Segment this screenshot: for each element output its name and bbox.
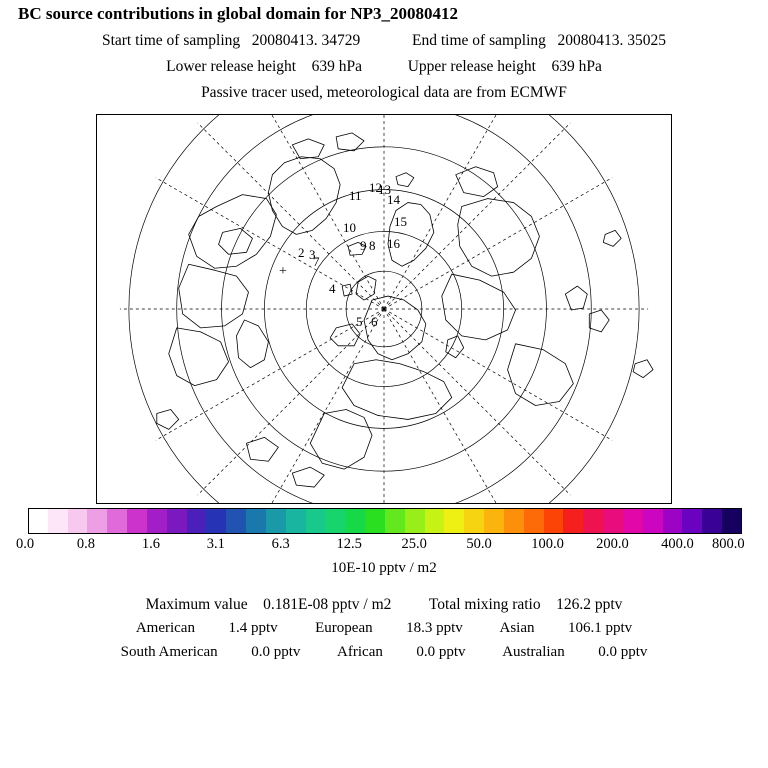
total-mixing-ratio-label: Total mixing ratio <box>428 596 541 613</box>
colorbar-segment <box>583 508 603 534</box>
map-point-label: 2 <box>298 245 305 260</box>
colorbar-segment <box>444 508 464 534</box>
colorbar-segment <box>722 508 742 534</box>
map-point-label: 10 <box>343 220 356 235</box>
maximum-value-label: Maximum value <box>145 596 248 613</box>
colorbar-tick: 200.0 <box>596 536 629 552</box>
colorbar-segment <box>48 508 68 534</box>
end-time-label: End time of sampling <box>412 32 546 49</box>
colorbar-segment <box>325 508 345 534</box>
colorbar-segment <box>623 508 643 534</box>
colorbar-segment <box>286 508 306 534</box>
map-point-label: 6 <box>371 314 378 329</box>
map-point-label: 11 <box>349 188 362 203</box>
colorbar-segment <box>702 508 722 534</box>
colorbar-segment <box>682 508 702 534</box>
region-label-south-american: South American <box>120 644 218 660</box>
colorbar-segment <box>87 508 107 534</box>
colorbar-segment <box>643 508 663 534</box>
map-point-label: 16 <box>387 236 400 251</box>
colorbar-segment <box>405 508 425 534</box>
upper-release-height-value: 639 hPa <box>551 58 602 75</box>
stats-line-max-total <box>0 596 768 614</box>
release-point-marker: + <box>279 264 287 279</box>
region-value-asian: 106.1 pptv <box>567 620 633 636</box>
colorbar-segment <box>306 508 326 534</box>
colorbar-segment <box>246 508 266 534</box>
colorbar-segment <box>484 508 504 534</box>
lower-release-height-label: Lower release height <box>166 58 297 75</box>
colorbar-segment <box>663 508 683 534</box>
colorbar-segment <box>524 508 544 534</box>
map-point-label: 15 <box>394 214 407 229</box>
colorbar-segment <box>464 508 484 534</box>
colorbar-segment <box>266 508 286 534</box>
colorbar-segment <box>127 508 147 534</box>
colorbar-tick: 50.0 <box>466 536 492 552</box>
colorbar-segment <box>365 508 385 534</box>
region-label-australian: Australian <box>502 644 565 660</box>
region-label-american: American <box>135 620 195 636</box>
map-panel[interactable] <box>96 114 672 504</box>
total-mixing-ratio-value: 126.2 pptv <box>556 596 623 613</box>
colorbar-tick: 100.0 <box>531 536 564 552</box>
start-time-label: Start time of sampling <box>101 32 241 49</box>
region-value-african: 0.0 pptv <box>416 644 466 660</box>
upper-release-height-label: Upper release height <box>407 58 536 75</box>
region-value-american: 1.4 pptv <box>228 620 278 636</box>
colorbar-tick: 6.3 <box>271 536 290 552</box>
stats-line-regions-2 <box>0 644 768 661</box>
colorbar-tick: 0.8 <box>76 536 96 552</box>
map-point-label: 13 <box>378 182 391 197</box>
colorbar-segment <box>147 508 167 534</box>
map-projection <box>97 115 671 503</box>
sampling-time-line <box>0 32 768 50</box>
start-time-value: 20080413. 34729 <box>251 32 361 49</box>
colorbar-segment <box>206 508 226 534</box>
map-point-label: 7 <box>313 254 320 269</box>
colorbar-tick: 0.0 <box>16 536 35 552</box>
colorbar-segment <box>425 508 445 534</box>
colorbar-segment <box>504 508 524 534</box>
colorbar-segment <box>563 508 583 534</box>
colorbar-tick: 3.1 <box>206 536 225 552</box>
end-time-value: 20080413. 35025 <box>557 32 667 49</box>
colorbar-segment <box>28 508 48 534</box>
map-point-label: 4 <box>329 281 336 296</box>
release-height-line <box>0 58 768 76</box>
map-point-label: 5 <box>356 314 363 329</box>
colorbar-segment <box>167 508 187 534</box>
colorbar <box>28 508 742 534</box>
region-value-south-american: 0.0 pptv <box>251 644 301 660</box>
stats-line-regions-1 <box>0 620 768 637</box>
colorbar-segment <box>226 508 246 534</box>
region-label-african: African <box>337 644 383 660</box>
maximum-value: 0.181E-08 pptv / m2 <box>263 596 392 613</box>
map-point-label: 12 <box>369 180 382 195</box>
map-point-label: 8 <box>369 238 376 253</box>
region-value-european: 18.3 pptv <box>406 620 463 636</box>
region-label-european: European <box>315 620 373 636</box>
lower-release-height-value: 639 hPa <box>311 58 362 75</box>
colorbar-segment <box>345 508 365 534</box>
region-value-australian: 0.0 pptv <box>598 644 648 660</box>
map-point-label: 3 <box>309 247 316 262</box>
region-label-asian: Asian <box>499 620 535 636</box>
colorbar-segment <box>107 508 127 534</box>
page-title: BC source contributions in global domain for NP3_20080412 <box>18 4 458 23</box>
colorbar-segment <box>68 508 88 534</box>
colorbar-unit-label: 10E-10 pptv / m2 <box>331 560 437 576</box>
colorbar-segment <box>187 508 207 534</box>
colorbar-segment <box>385 508 405 534</box>
tracer-note: Passive tracer used, meteorological data are from ECMWF <box>201 84 567 101</box>
colorbar-tick: 25.0 <box>401 536 427 552</box>
colorbar-tick: 800.0 <box>712 536 745 552</box>
colorbar-tick: 400.0 <box>661 536 694 552</box>
colorbar-tick: 12.5 <box>336 536 362 552</box>
colorbar-segment <box>603 508 623 534</box>
colorbar-segment <box>544 508 564 534</box>
map-point-label: 14 <box>387 192 400 207</box>
colorbar-tick: 1.6 <box>141 536 160 552</box>
map-point-label: 9 <box>360 238 367 253</box>
